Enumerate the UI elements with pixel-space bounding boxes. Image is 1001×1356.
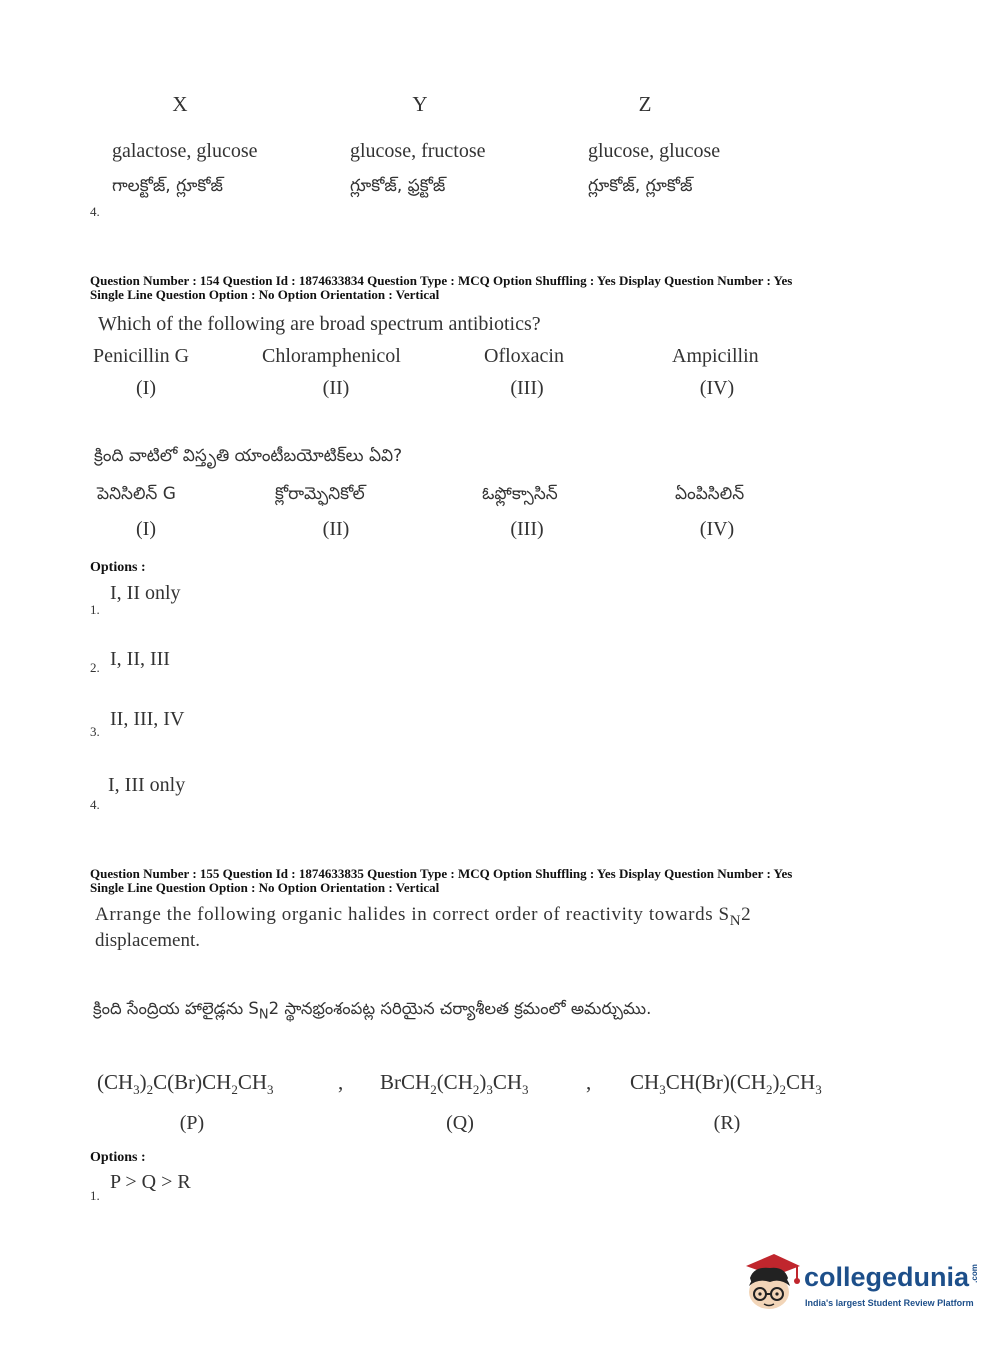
separator: ,	[338, 1070, 344, 1094]
drug-ampicillin: Ampicillin	[672, 345, 759, 367]
roman-label: (II)	[322, 377, 350, 399]
logo-suffix: .com	[969, 1264, 979, 1283]
drug-chloramphenicol: Chloramphenicol	[262, 345, 401, 367]
roman-label: (I)	[136, 518, 156, 540]
option-text[interactable]: II, III, IV	[110, 708, 185, 730]
question-meta-154: Question Number : 154 Question Id : 1874633834 Question Type : MCQ Option Shuffling : Yes Display Question Number : Yes	[90, 273, 793, 288]
x-telugu: గాలక్టోజ్, గ్లూకోజ్	[112, 176, 223, 196]
y-english: glucose, fructose	[350, 140, 486, 162]
compound-label: (R)	[713, 1112, 741, 1134]
question-text-te: క్రింది వాటిలో విస్తృతి యాంటీబయోటిక్‌లు ఏవి?	[94, 446, 403, 466]
question-text-en: Which of the following are broad spectrum antibiotics?	[98, 313, 541, 335]
option-number: 3.	[90, 724, 100, 739]
question-meta-154-line2: Single Line Question Option : No Option Orientation : Vertical	[90, 287, 440, 302]
x-english: galactose, glucose	[112, 140, 258, 162]
logo-wordmark	[804, 1262, 984, 1293]
option-number: 1.	[90, 1188, 100, 1203]
column-header-x: X	[172, 92, 188, 116]
drug-te-penicillin: పెనిసిలిన్ G	[97, 484, 176, 504]
formula-q: $BrCH_2(CH_2)_3CH_3$	[380, 1070, 529, 1098]
options-label: Options :	[90, 1150, 146, 1165]
question-text-en-line2: displacement.	[95, 930, 200, 951]
roman-label: (III)	[510, 518, 544, 540]
roman-label: (IV)	[699, 518, 735, 540]
column-header-z: Z	[638, 92, 652, 116]
drug-ofloxacin: Ofloxacin	[484, 345, 564, 367]
options-label: Options :	[90, 560, 146, 575]
drug-penicillin: Penicillin G	[93, 345, 190, 367]
option-text[interactable]: P > Q > R	[110, 1171, 191, 1193]
drug-te-chloramphenicol: క్లోరామ్ఫెనికోల్	[275, 484, 365, 504]
option-number: 2.	[90, 660, 100, 675]
sn-order: 2	[268, 999, 280, 1018]
option-text[interactable]: I, III only	[108, 774, 186, 796]
sn-order: 2	[741, 904, 752, 925]
question-text-te-part1: క్రింది సేంద్రియ హాలైడ్లను S	[93, 999, 259, 1018]
drug-te-ampicillin: ఏంపిసిలిన్	[675, 484, 745, 504]
separator: ,	[586, 1070, 592, 1094]
roman-label: (IV)	[699, 377, 735, 399]
roman-label: (III)	[510, 377, 544, 399]
z-telugu: గ్లూకోజ్, గ్లూకోజ్	[588, 176, 693, 196]
compound-label: (P)	[179, 1112, 205, 1134]
y-telugu: గ్లూకోజ్, ఫ్రక్టోజ్	[350, 176, 446, 196]
roman-label: (II)	[322, 518, 350, 540]
column-header-y: Y	[412, 92, 428, 116]
option-number: 4.	[90, 797, 100, 812]
logo-tagline: India's largest Student Review Platform	[805, 1298, 974, 1308]
mascot-icon	[740, 1248, 804, 1312]
question-meta-155: Question Number : 155 Question Id : 1874633835 Question Type : MCQ Option Shuffling : Yes Display Question Number : Yes	[90, 866, 793, 881]
logo-name: collegedunia	[804, 1262, 970, 1292]
question-meta-155-line2: Single Line Question Option : No Option Orientation : Vertical	[90, 880, 440, 895]
compound-label: (Q)	[446, 1112, 474, 1134]
option-text[interactable]: I, II only	[110, 582, 181, 604]
option-number: 4.	[90, 204, 100, 219]
z-english: glucose, glucose	[588, 140, 721, 162]
formula-r: $CH_3CH(Br)(CH_2)_2CH_3$	[630, 1070, 822, 1098]
question-text-te-part2: స్థానభ్రంశంపట్ల సరియైన చర్యాశీలత క్రమంలో అమర్చుము.	[284, 999, 652, 1018]
sn-subscript: N	[258, 1007, 269, 1023]
formula-p: $(CH_3)_2C(Br)CH_2CH_3$	[97, 1070, 274, 1098]
sn-subscript: N	[729, 912, 742, 929]
drug-te-ofloxacin: ఓఫ్లోక్సాసిన్	[482, 484, 558, 504]
question-text-en-line1: Arrange the following organic halides in correct order of reactivity towards S	[95, 904, 730, 925]
question-text-te	[93, 999, 651, 1022]
option-number: 1.	[90, 602, 100, 617]
option-text[interactable]: I, II, III	[110, 648, 170, 670]
roman-label: (I)	[136, 377, 156, 399]
question-text-en	[95, 904, 751, 930]
